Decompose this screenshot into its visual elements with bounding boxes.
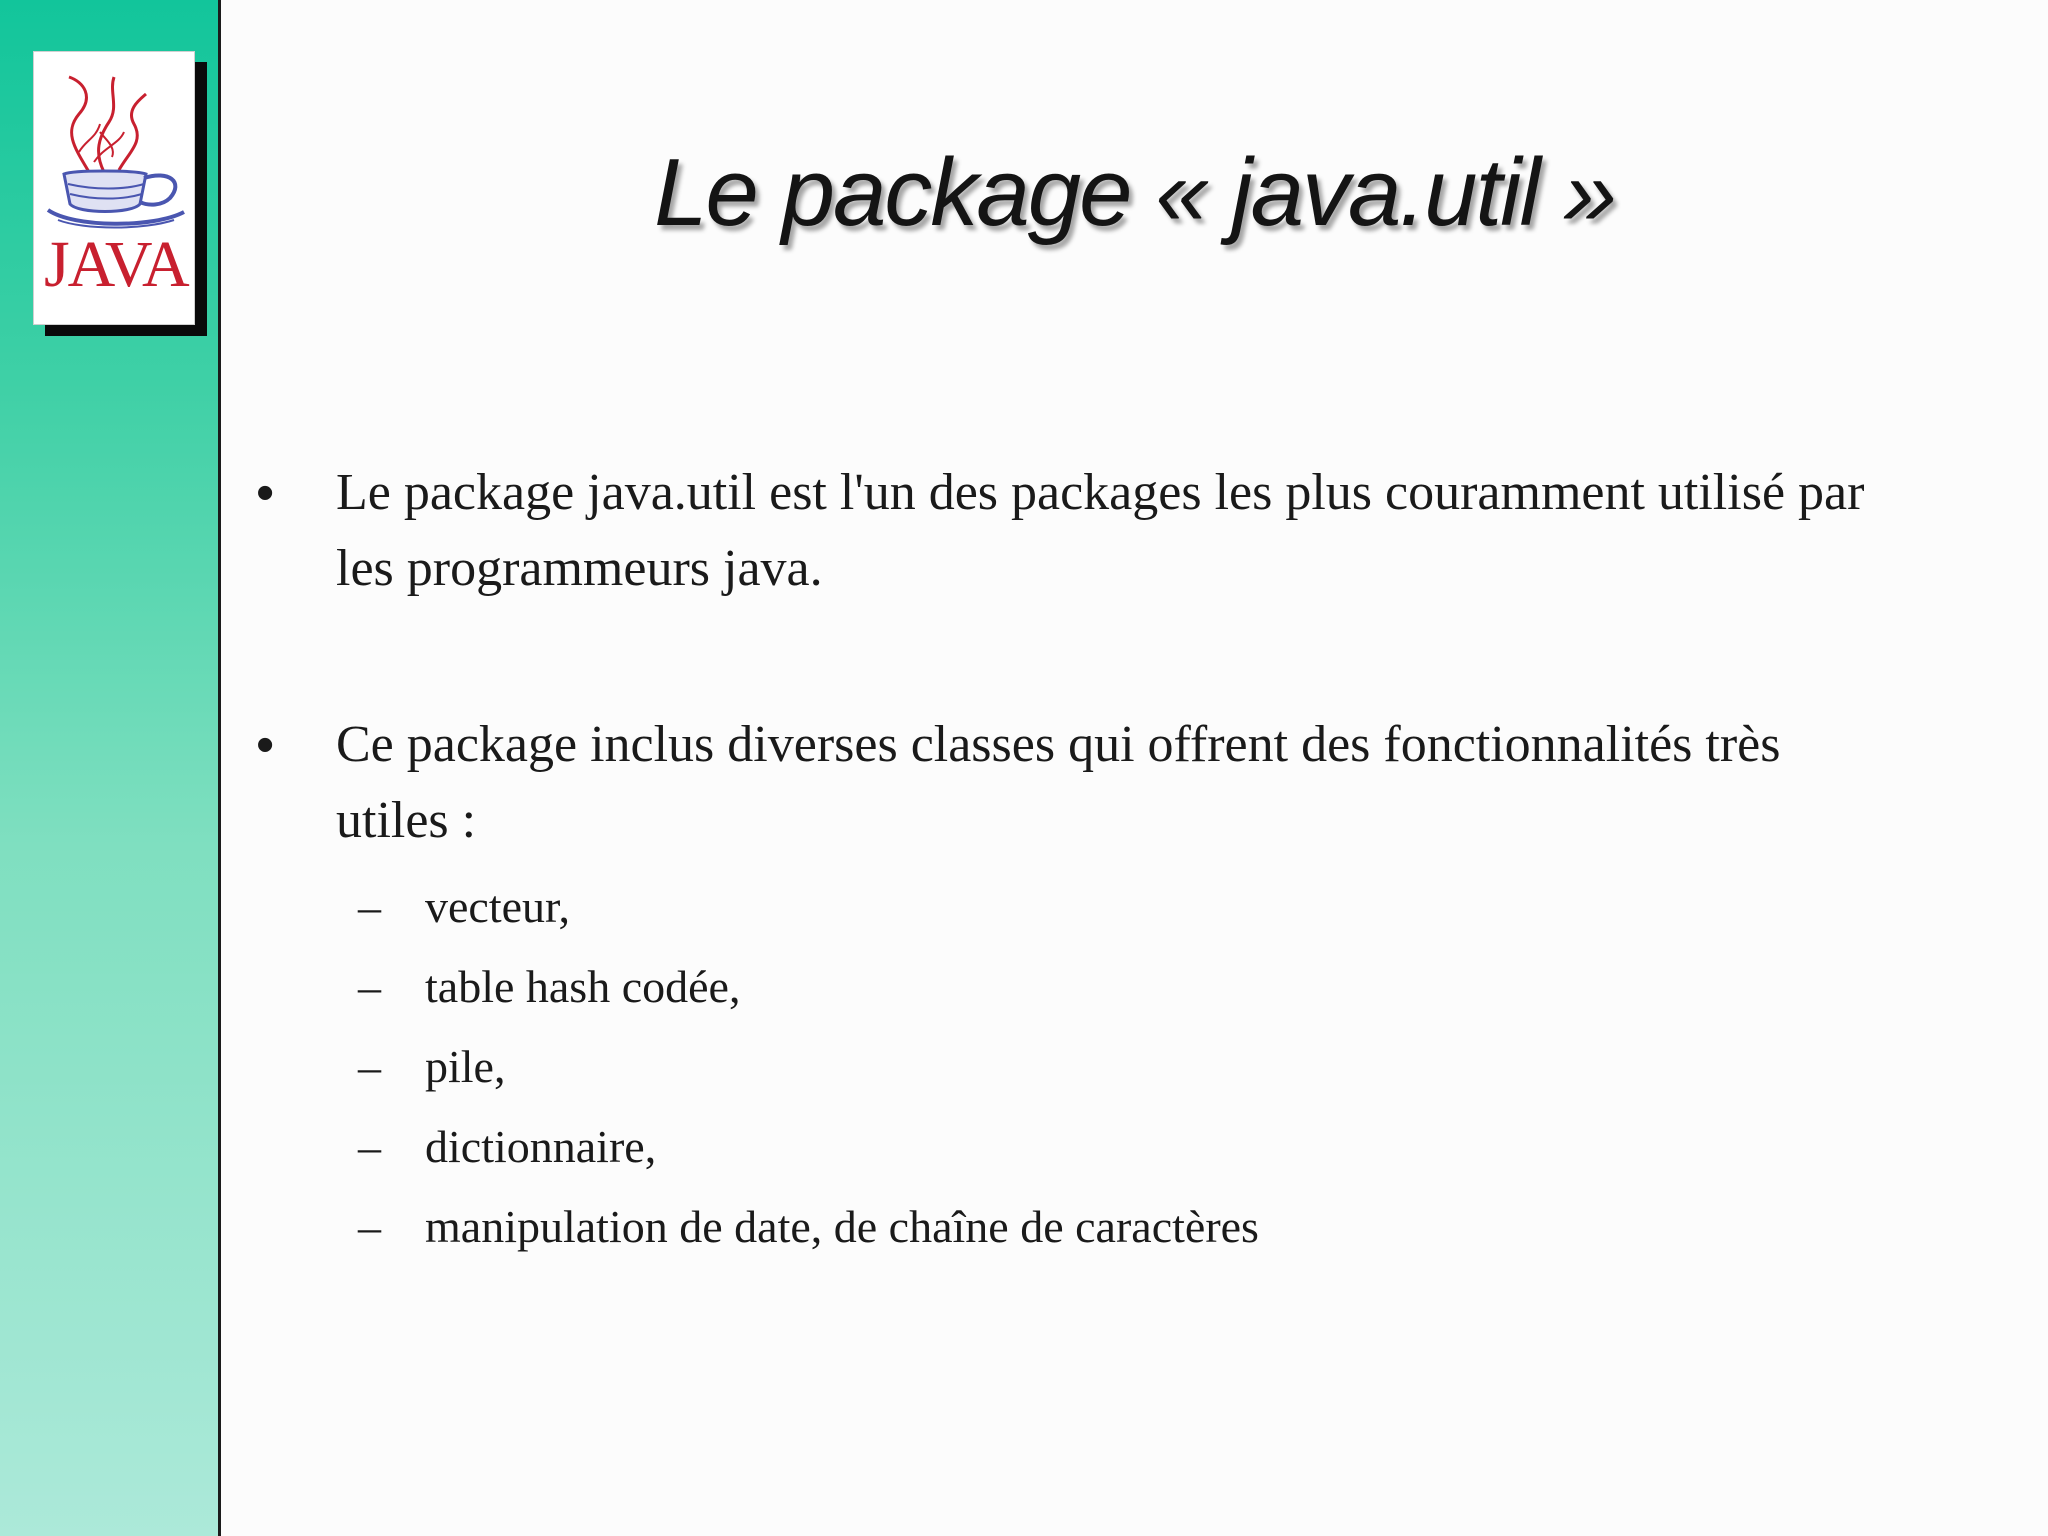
sub-item-text: vecteur, — [425, 881, 571, 932]
slide-title: Le package « java.util » — [654, 139, 1615, 246]
sub-item — [256, 1187, 1906, 1267]
sub-item-text: table hash codée, — [425, 961, 741, 1012]
sub-item-marker: – — [358, 1041, 381, 1092]
bullet-text: Ce package inclus diverses classes qui offrent des fonctionnalités très utiles : — [336, 716, 1781, 849]
bullet-list — [256, 455, 1906, 1267]
bullet-marker: • — [256, 716, 275, 774]
sub-item — [256, 1107, 1906, 1187]
bullet-item — [256, 707, 1906, 859]
bullet-text: Le package java.util est l'un des packages les plus couramment utilisé par les programmeurs java. — [336, 464, 1865, 597]
java-logo — [33, 51, 195, 325]
bullet-item — [256, 455, 1906, 607]
sub-item-marker: – — [358, 1201, 381, 1252]
sub-list — [256, 867, 1906, 1267]
java-coffee-cup-icon — [34, 52, 194, 232]
sub-item — [256, 867, 1906, 947]
sub-item-text: manipulation de date, de chaîne de caractères — [425, 1201, 1259, 1252]
sub-item-marker: – — [358, 1121, 381, 1172]
sub-item-marker: – — [358, 881, 381, 932]
java-logo-text: JAVA — [44, 228, 188, 301]
sub-item-text: dictionnaire, — [425, 1121, 657, 1172]
sub-item — [256, 947, 1906, 1027]
sidebar — [0, 0, 221, 1536]
bullet-marker: • — [256, 464, 275, 522]
sub-item-marker: – — [358, 961, 381, 1012]
sub-item-text: pile, — [425, 1041, 506, 1092]
sub-item — [256, 1027, 1906, 1107]
